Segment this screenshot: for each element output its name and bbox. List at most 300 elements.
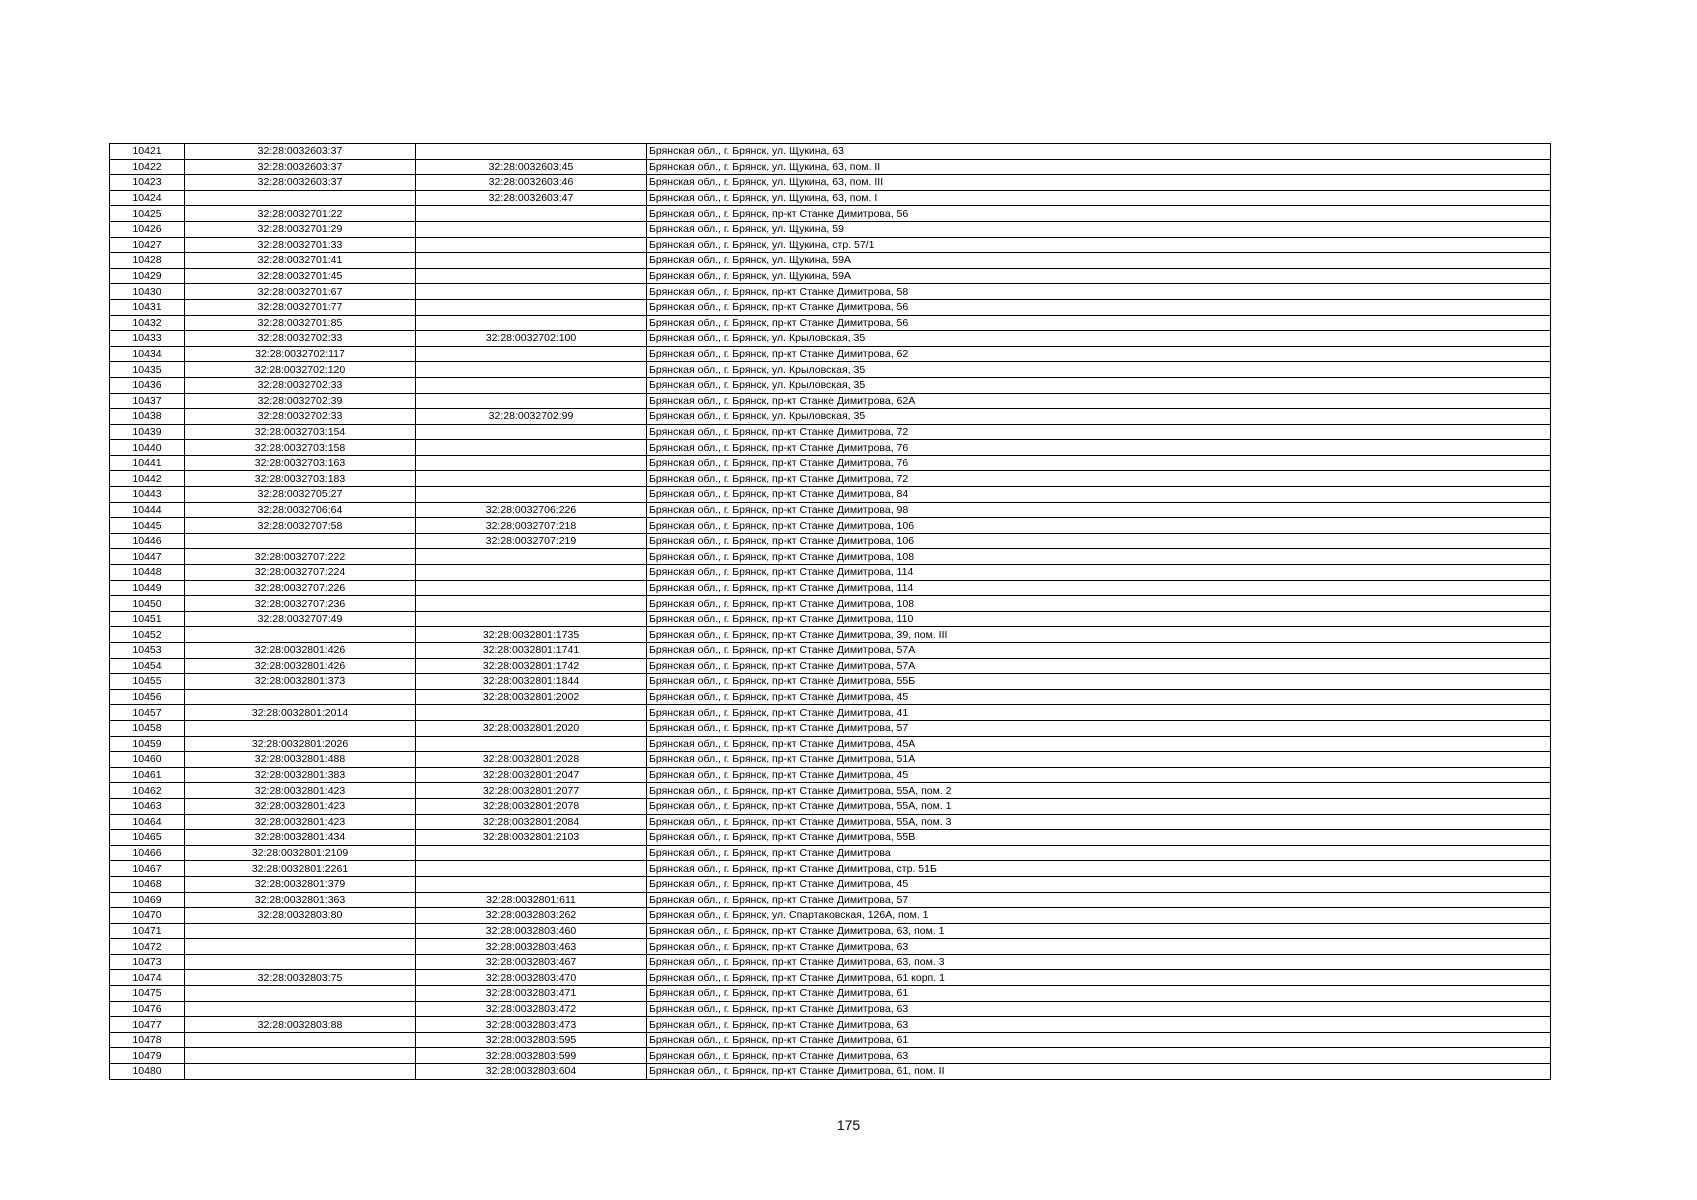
object-cadastral-number-cell: 32:28:0032801:2078 bbox=[416, 798, 647, 814]
table-row bbox=[110, 830, 1551, 846]
cadastral-number-cell bbox=[185, 533, 416, 549]
cadastral-number-cell bbox=[185, 1001, 416, 1017]
object-cadastral-number-cell: 32:28:0032702:99 bbox=[416, 409, 647, 425]
object-cadastral-number-cell bbox=[416, 705, 647, 721]
table-row bbox=[110, 393, 1551, 409]
cadastral-number-cell: 32:28:0032603:37 bbox=[185, 144, 416, 160]
table-row bbox=[110, 237, 1551, 253]
cadastral-number-cell bbox=[185, 190, 416, 206]
table-row bbox=[110, 814, 1551, 830]
table-row bbox=[110, 1001, 1551, 1017]
address-cell: Брянская обл., г. Брянск, пр-кт Станке Димитрова, 63, пом. 3 bbox=[647, 954, 1551, 970]
address-cell: Брянская обл., г. Брянск, пр-кт Станке Димитрова, 63 bbox=[647, 1001, 1551, 1017]
address-cell: Брянская обл., г. Брянск, пр-кт Станке Димитрова, 57А bbox=[647, 658, 1551, 674]
cadastral-number-cell bbox=[185, 1032, 416, 1048]
address-cell: Брянская обл., г. Брянск, пр-кт Станке Димитрова, 57А bbox=[647, 643, 1551, 659]
cadastral-number-cell bbox=[185, 939, 416, 955]
object-cadastral-number-cell: 32:28:0032707:218 bbox=[416, 518, 647, 534]
address-cell: Брянская обл., г. Брянск, пр-кт Станке Димитрова, 56 bbox=[647, 315, 1551, 331]
row-number-cell: 10431 bbox=[110, 299, 185, 315]
address-cell: Брянская обл., г. Брянск, пр-кт Станке Димитрова, 106 bbox=[647, 518, 1551, 534]
table-row bbox=[110, 627, 1551, 643]
row-number-cell: 10426 bbox=[110, 221, 185, 237]
object-cadastral-number-cell bbox=[416, 861, 647, 877]
cadastral-number-cell bbox=[185, 720, 416, 736]
table-row bbox=[110, 346, 1551, 362]
cadastral-number-cell: 32:28:0032703:154 bbox=[185, 424, 416, 440]
row-number-cell: 10447 bbox=[110, 549, 185, 565]
object-cadastral-number-cell: 32:28:0032603:46 bbox=[416, 175, 647, 191]
table-row bbox=[110, 783, 1551, 799]
cadastral-number-cell: 32:28:0032803:75 bbox=[185, 970, 416, 986]
row-number-cell: 10470 bbox=[110, 908, 185, 924]
cadastral-number-cell: 32:28:0032703:163 bbox=[185, 455, 416, 471]
address-cell: Брянская обл., г. Брянск, ул. Крыловская, 35 bbox=[647, 331, 1551, 347]
table-body bbox=[110, 144, 1551, 1080]
table-row bbox=[110, 720, 1551, 736]
table-row bbox=[110, 315, 1551, 331]
table-row bbox=[110, 190, 1551, 206]
table-row bbox=[110, 939, 1551, 955]
row-number-cell: 10473 bbox=[110, 954, 185, 970]
cadastral-number-cell: 32:28:0032701:22 bbox=[185, 206, 416, 222]
address-cell: Брянская обл., г. Брянск, пр-кт Станке Димитрова, 84 bbox=[647, 487, 1551, 503]
cadastral-number-cell: 32:28:0032603:37 bbox=[185, 175, 416, 191]
cadastral-number-cell: 32:28:0032603:37 bbox=[185, 159, 416, 175]
row-number-cell: 10451 bbox=[110, 611, 185, 627]
cadastral-number-cell: 32:28:0032801:426 bbox=[185, 643, 416, 659]
cadastral-number-cell: 32:28:0032702:33 bbox=[185, 331, 416, 347]
address-cell: Брянская обл., г. Брянск, пр-кт Станке Димитрова, 72 bbox=[647, 471, 1551, 487]
row-number-cell: 10433 bbox=[110, 331, 185, 347]
object-cadastral-number-cell: 32:28:0032803:262 bbox=[416, 908, 647, 924]
object-cadastral-number-cell: 32:28:0032801:1741 bbox=[416, 643, 647, 659]
table-row bbox=[110, 455, 1551, 471]
row-number-cell: 10423 bbox=[110, 175, 185, 191]
address-cell: Брянская обл., г. Брянск, пр-кт Станке Димитрова, 61 bbox=[647, 1032, 1551, 1048]
address-cell: Брянская обл., г. Брянск, ул. Щукина, стр. 57/1 bbox=[647, 237, 1551, 253]
row-number-cell: 10442 bbox=[110, 471, 185, 487]
address-cell: Брянская обл., г. Брянск, пр-кт Станке Димитрова, 62 bbox=[647, 346, 1551, 362]
object-cadastral-number-cell bbox=[416, 596, 647, 612]
cadastral-number-cell bbox=[185, 627, 416, 643]
cadastral-number-cell: 32:28:0032701:41 bbox=[185, 253, 416, 269]
row-number-cell: 10453 bbox=[110, 643, 185, 659]
row-number-cell: 10445 bbox=[110, 518, 185, 534]
object-cadastral-number-cell bbox=[416, 440, 647, 456]
object-cadastral-number-cell: 32:28:0032707:219 bbox=[416, 533, 647, 549]
address-cell: Брянская обл., г. Брянск, пр-кт Станке Димитрова, 62А bbox=[647, 393, 1551, 409]
row-number-cell: 10460 bbox=[110, 752, 185, 768]
object-cadastral-number-cell: 32:28:0032801:2047 bbox=[416, 767, 647, 783]
object-cadastral-number-cell: 32:28:0032801:1742 bbox=[416, 658, 647, 674]
object-cadastral-number-cell bbox=[416, 424, 647, 440]
object-cadastral-number-cell bbox=[416, 221, 647, 237]
address-cell: Брянская обл., г. Брянск, пр-кт Станке Димитрова, 57 bbox=[647, 720, 1551, 736]
object-cadastral-number-cell: 32:28:0032803:463 bbox=[416, 939, 647, 955]
object-cadastral-number-cell: 32:28:0032803:460 bbox=[416, 923, 647, 939]
object-cadastral-number-cell bbox=[416, 299, 647, 315]
row-number-cell: 10471 bbox=[110, 923, 185, 939]
address-cell: Брянская обл., г. Брянск, пр-кт Станке Димитрова, 45 bbox=[647, 767, 1551, 783]
table-row bbox=[110, 876, 1551, 892]
table-row bbox=[110, 487, 1551, 503]
row-number-cell: 10440 bbox=[110, 440, 185, 456]
address-cell: Брянская обл., г. Брянск, пр-кт Станке Димитрова, 56 bbox=[647, 206, 1551, 222]
cadastral-number-cell: 32:28:0032701:85 bbox=[185, 315, 416, 331]
object-cadastral-number-cell bbox=[416, 393, 647, 409]
table-row bbox=[110, 970, 1551, 986]
address-cell: Брянская обл., г. Брянск, ул. Щукина, 59А bbox=[647, 253, 1551, 269]
object-cadastral-number-cell bbox=[416, 455, 647, 471]
row-number-cell: 10458 bbox=[110, 720, 185, 736]
row-number-cell: 10436 bbox=[110, 377, 185, 393]
address-cell: Брянская обл., г. Брянск, пр-кт Станке Димитрова, 55А, пом. 1 bbox=[647, 798, 1551, 814]
object-cadastral-number-cell bbox=[416, 736, 647, 752]
cadastral-number-cell: 32:28:0032801:434 bbox=[185, 830, 416, 846]
address-cell: Брянская обл., г. Брянск, ул. Спартаковская, 126А, пом. 1 bbox=[647, 908, 1551, 924]
object-cadastral-number-cell bbox=[416, 268, 647, 284]
table-row bbox=[110, 674, 1551, 690]
object-cadastral-number-cell: 32:28:0032803:467 bbox=[416, 954, 647, 970]
row-number-cell: 10466 bbox=[110, 845, 185, 861]
object-cadastral-number-cell: 32:28:0032803:472 bbox=[416, 1001, 647, 1017]
object-cadastral-number-cell: 32:28:0032603:45 bbox=[416, 159, 647, 175]
row-number-cell: 10443 bbox=[110, 487, 185, 503]
address-cell: Брянская обл., г. Брянск, пр-кт Станке Димитрова, 55А, пом. 3 bbox=[647, 814, 1551, 830]
table-row bbox=[110, 549, 1551, 565]
object-cadastral-number-cell bbox=[416, 565, 647, 581]
row-number-cell: 10479 bbox=[110, 1048, 185, 1064]
address-cell: Брянская обл., г. Брянск, пр-кт Станке Димитрова, 63 bbox=[647, 939, 1551, 955]
cadastral-number-cell: 32:28:0032703:183 bbox=[185, 471, 416, 487]
object-cadastral-number-cell: 32:28:0032803:473 bbox=[416, 1017, 647, 1033]
cadastral-number-cell: 32:28:0032701:67 bbox=[185, 284, 416, 300]
address-cell: Брянская обл., г. Брянск, пр-кт Станке Димитрова, 45А bbox=[647, 736, 1551, 752]
table-row bbox=[110, 144, 1551, 160]
row-number-cell: 10462 bbox=[110, 783, 185, 799]
table-row bbox=[110, 565, 1551, 581]
address-cell: Брянская обл., г. Брянск, пр-кт Станке Димитрова bbox=[647, 845, 1551, 861]
cadastral-number-cell bbox=[185, 954, 416, 970]
table-row bbox=[110, 159, 1551, 175]
cadastral-number-cell: 32:28:0032801:379 bbox=[185, 876, 416, 892]
table-row bbox=[110, 643, 1551, 659]
object-cadastral-number-cell bbox=[416, 845, 647, 861]
table-row bbox=[110, 954, 1551, 970]
address-cell: Брянская обл., г. Брянск, пр-кт Станке Димитрова, 51А bbox=[647, 752, 1551, 768]
cadastral-number-cell: 32:28:0032801:488 bbox=[185, 752, 416, 768]
row-number-cell: 10424 bbox=[110, 190, 185, 206]
row-number-cell: 10476 bbox=[110, 1001, 185, 1017]
object-cadastral-number-cell bbox=[416, 471, 647, 487]
table-row bbox=[110, 736, 1551, 752]
cadastral-number-cell bbox=[185, 986, 416, 1002]
cadastral-number-cell: 32:28:0032707:49 bbox=[185, 611, 416, 627]
table-row bbox=[110, 268, 1551, 284]
table-row bbox=[110, 471, 1551, 487]
address-cell: Брянская обл., г. Брянск, пр-кт Станке Димитрова, 61 bbox=[647, 986, 1551, 1002]
cadastral-number-cell: 32:28:0032801:373 bbox=[185, 674, 416, 690]
table-row bbox=[110, 658, 1551, 674]
object-cadastral-number-cell bbox=[416, 315, 647, 331]
row-number-cell: 10439 bbox=[110, 424, 185, 440]
table-row bbox=[110, 752, 1551, 768]
row-number-cell: 10427 bbox=[110, 237, 185, 253]
address-cell: Брянская обл., г. Брянск, пр-кт Станке Димитрова, 76 bbox=[647, 455, 1551, 471]
object-cadastral-number-cell: 32:28:0032803:470 bbox=[416, 970, 647, 986]
row-number-cell: 10430 bbox=[110, 284, 185, 300]
row-number-cell: 10429 bbox=[110, 268, 185, 284]
table-row bbox=[110, 923, 1551, 939]
cadastral-number-cell: 32:28:0032702:33 bbox=[185, 377, 416, 393]
address-cell: Брянская обл., г. Брянск, пр-кт Станке Димитрова, 58 bbox=[647, 284, 1551, 300]
cadastral-number-cell bbox=[185, 1048, 416, 1064]
row-number-cell: 10468 bbox=[110, 876, 185, 892]
table-row bbox=[110, 689, 1551, 705]
row-number-cell: 10455 bbox=[110, 674, 185, 690]
table-row bbox=[110, 253, 1551, 269]
cadastral-number-cell: 32:28:0032702:120 bbox=[185, 362, 416, 378]
table-row bbox=[110, 377, 1551, 393]
cadastral-number-cell: 32:28:0032702:33 bbox=[185, 409, 416, 425]
table-row bbox=[110, 206, 1551, 222]
object-cadastral-number-cell bbox=[416, 346, 647, 362]
cadastral-number-cell: 32:28:0032801:383 bbox=[185, 767, 416, 783]
table-row bbox=[110, 845, 1551, 861]
object-cadastral-number-cell bbox=[416, 362, 647, 378]
row-number-cell: 10450 bbox=[110, 596, 185, 612]
object-cadastral-number-cell: 32:28:0032803:471 bbox=[416, 986, 647, 1002]
table-row bbox=[110, 331, 1551, 347]
row-number-cell: 10475 bbox=[110, 986, 185, 1002]
cadastral-number-cell: 32:28:0032803:80 bbox=[185, 908, 416, 924]
cadastral-number-cell: 32:28:0032801:2109 bbox=[185, 845, 416, 861]
cadastral-number-cell: 32:28:0032701:45 bbox=[185, 268, 416, 284]
table-row bbox=[110, 518, 1551, 534]
row-number-cell: 10474 bbox=[110, 970, 185, 986]
address-cell: Брянская обл., г. Брянск, пр-кт Станке Димитрова, 45 bbox=[647, 689, 1551, 705]
address-cell: Брянская обл., г. Брянск, пр-кт Станке Димитрова, 108 bbox=[647, 549, 1551, 565]
address-cell: Брянская обл., г. Брянск, пр-кт Станке Димитрова, 98 bbox=[647, 502, 1551, 518]
object-cadastral-number-cell: 32:28:0032702:100 bbox=[416, 331, 647, 347]
cadastral-number-cell: 32:28:0032707:58 bbox=[185, 518, 416, 534]
address-cell: Брянская обл., г. Брянск, пр-кт Станке Димитрова, 114 bbox=[647, 565, 1551, 581]
address-cell: Брянская обл., г. Брянск, пр-кт Станке Димитрова, 72 bbox=[647, 424, 1551, 440]
object-cadastral-number-cell bbox=[416, 284, 647, 300]
row-number-cell: 10465 bbox=[110, 830, 185, 846]
table-row bbox=[110, 986, 1551, 1002]
table-row bbox=[110, 1048, 1551, 1064]
row-number-cell: 10441 bbox=[110, 455, 185, 471]
row-number-cell: 10469 bbox=[110, 892, 185, 908]
address-cell: Брянская обл., г. Брянск, ул. Крыловская, 35 bbox=[647, 409, 1551, 425]
row-number-cell: 10448 bbox=[110, 565, 185, 581]
address-cell: Брянская обл., г. Брянск, пр-кт Станке Димитрова, 114 bbox=[647, 580, 1551, 596]
row-number-cell: 10432 bbox=[110, 315, 185, 331]
address-cell: Брянская обл., г. Брянск, ул. Крыловская, 35 bbox=[647, 377, 1551, 393]
table-row bbox=[110, 1032, 1551, 1048]
object-cadastral-number-cell: 32:28:0032801:2084 bbox=[416, 814, 647, 830]
table-row bbox=[110, 440, 1551, 456]
address-cell: Брянская обл., г. Брянск, пр-кт Станке Димитрова, 106 bbox=[647, 533, 1551, 549]
address-cell: Брянская обл., г. Брянск, пр-кт Станке Димитрова, 61 корп. 1 bbox=[647, 970, 1551, 986]
object-cadastral-number-cell: 32:28:0032801:611 bbox=[416, 892, 647, 908]
cadastral-number-cell: 32:28:0032707:236 bbox=[185, 596, 416, 612]
address-cell: Брянская обл., г. Брянск, пр-кт Станке Димитрова, 41 bbox=[647, 705, 1551, 721]
object-cadastral-number-cell: 32:28:0032706:226 bbox=[416, 502, 647, 518]
row-number-cell: 10467 bbox=[110, 861, 185, 877]
cadastral-number-cell: 32:28:0032702:117 bbox=[185, 346, 416, 362]
cadastral-number-cell: 32:28:0032801:363 bbox=[185, 892, 416, 908]
cadastral-number-cell bbox=[185, 689, 416, 705]
cadastral-number-cell: 32:28:0032801:426 bbox=[185, 658, 416, 674]
object-cadastral-number-cell: 32:28:0032803:595 bbox=[416, 1032, 647, 1048]
table-row bbox=[110, 424, 1551, 440]
row-number-cell: 10480 bbox=[110, 1064, 185, 1080]
table-row bbox=[110, 362, 1551, 378]
page-number: 175 bbox=[836, 1117, 861, 1133]
cadastral-number-cell: 32:28:0032801:2026 bbox=[185, 736, 416, 752]
row-number-cell: 10452 bbox=[110, 627, 185, 643]
cadastral-number-cell: 32:28:0032705:27 bbox=[185, 487, 416, 503]
object-cadastral-number-cell: 32:28:0032801:1735 bbox=[416, 627, 647, 643]
table-row bbox=[110, 861, 1551, 877]
address-cell: Брянская обл., г. Брянск, ул. Щукина, 63, пом. II bbox=[647, 159, 1551, 175]
object-cadastral-number-cell: 32:28:0032603:47 bbox=[416, 190, 647, 206]
row-number-cell: 10437 bbox=[110, 393, 185, 409]
address-cell: Брянская обл., г. Брянск, пр-кт Станке Димитрова, 63 bbox=[647, 1017, 1551, 1033]
row-number-cell: 10446 bbox=[110, 533, 185, 549]
row-number-cell: 10464 bbox=[110, 814, 185, 830]
address-cell: Брянская обл., г. Брянск, пр-кт Станке Димитрова, стр. 51Б bbox=[647, 861, 1551, 877]
address-cell: Брянская обл., г. Брянск, пр-кт Станке Димитрова, 76 bbox=[647, 440, 1551, 456]
cadastral-number-cell: 32:28:0032707:226 bbox=[185, 580, 416, 596]
table-row bbox=[110, 284, 1551, 300]
table-row bbox=[110, 175, 1551, 191]
table-row bbox=[110, 1064, 1551, 1080]
object-cadastral-number-cell: 32:28:0032803:599 bbox=[416, 1048, 647, 1064]
address-cell: Брянская обл., г. Брянск, пр-кт Станке Димитрова, 45 bbox=[647, 876, 1551, 892]
address-cell: Брянская обл., г. Брянск, пр-кт Станке Димитрова, 63, пом. 1 bbox=[647, 923, 1551, 939]
object-cadastral-number-cell bbox=[416, 549, 647, 565]
object-cadastral-number-cell: 32:28:0032801:2028 bbox=[416, 752, 647, 768]
row-number-cell: 10421 bbox=[110, 144, 185, 160]
table-row bbox=[110, 611, 1551, 627]
address-cell: Брянская обл., г. Брянск, ул. Щукина, 63, пом. III bbox=[647, 175, 1551, 191]
object-cadastral-number-cell: 32:28:0032803:604 bbox=[416, 1064, 647, 1080]
cadastral-number-cell bbox=[185, 923, 416, 939]
address-cell: Брянская обл., г. Брянск, пр-кт Станке Димитрова, 108 bbox=[647, 596, 1551, 612]
table-row bbox=[110, 705, 1551, 721]
row-number-cell: 10422 bbox=[110, 159, 185, 175]
cadastral-number-cell: 32:28:0032707:224 bbox=[185, 565, 416, 581]
table-row bbox=[110, 409, 1551, 425]
cadastral-number-cell: 32:28:0032701:29 bbox=[185, 221, 416, 237]
table-row bbox=[110, 892, 1551, 908]
row-number-cell: 10428 bbox=[110, 253, 185, 269]
object-cadastral-number-cell: 32:28:0032801:2020 bbox=[416, 720, 647, 736]
cadastral-number-cell: 32:28:0032803:88 bbox=[185, 1017, 416, 1033]
object-cadastral-number-cell bbox=[416, 206, 647, 222]
row-number-cell: 10434 bbox=[110, 346, 185, 362]
table-row bbox=[110, 533, 1551, 549]
row-number-cell: 10477 bbox=[110, 1017, 185, 1033]
table-row bbox=[110, 596, 1551, 612]
table-row bbox=[110, 221, 1551, 237]
row-number-cell: 10425 bbox=[110, 206, 185, 222]
address-cell: Брянская обл., г. Брянск, пр-кт Станке Димитрова, 63 bbox=[647, 1048, 1551, 1064]
table-row bbox=[110, 299, 1551, 315]
cadastral-number-cell: 32:28:0032801:423 bbox=[185, 798, 416, 814]
table-row bbox=[110, 1017, 1551, 1033]
object-cadastral-number-cell: 32:28:0032801:2103 bbox=[416, 830, 647, 846]
address-cell: Брянская обл., г. Брянск, пр-кт Станке Димитрова, 39, пом. III bbox=[647, 627, 1551, 643]
address-cell: Брянская обл., г. Брянск, пр-кт Станке Димитрова, 56 bbox=[647, 299, 1551, 315]
row-number-cell: 10444 bbox=[110, 502, 185, 518]
table-row bbox=[110, 908, 1551, 924]
object-cadastral-number-cell bbox=[416, 580, 647, 596]
row-number-cell: 10454 bbox=[110, 658, 185, 674]
address-cell: Брянская обл., г. Брянск, пр-кт Станке Димитрова, 57 bbox=[647, 892, 1551, 908]
object-cadastral-number-cell: 32:28:0032801:2002 bbox=[416, 689, 647, 705]
object-cadastral-number-cell bbox=[416, 253, 647, 269]
cadastral-number-cell: 32:28:0032801:2014 bbox=[185, 705, 416, 721]
address-cell: Брянская обл., г. Брянск, пр-кт Станке Димитрова, 55А, пом. 2 bbox=[647, 783, 1551, 799]
row-number-cell: 10456 bbox=[110, 689, 185, 705]
address-cell: Брянская обл., г. Брянск, пр-кт Станке Димитрова, 61, пом. II bbox=[647, 1064, 1551, 1080]
cadastral-number-cell: 32:28:0032701:33 bbox=[185, 237, 416, 253]
cadastral-number-cell: 32:28:0032703:158 bbox=[185, 440, 416, 456]
object-cadastral-number-cell bbox=[416, 144, 647, 160]
cadastral-number-cell: 32:28:0032706:64 bbox=[185, 502, 416, 518]
object-cadastral-number-cell bbox=[416, 377, 647, 393]
row-number-cell: 10463 bbox=[110, 798, 185, 814]
object-cadastral-number-cell: 32:28:0032801:1844 bbox=[416, 674, 647, 690]
address-cell: Брянская обл., г. Брянск, ул. Щукина, 59 bbox=[647, 221, 1551, 237]
cadastral-number-cell: 32:28:0032801:2261 bbox=[185, 861, 416, 877]
object-cadastral-number-cell bbox=[416, 611, 647, 627]
object-cadastral-number-cell bbox=[416, 487, 647, 503]
cadastral-number-cell: 32:28:0032707:222 bbox=[185, 549, 416, 565]
cadastral-table bbox=[109, 143, 1551, 1080]
address-cell: Брянская обл., г. Брянск, ул. Щукина, 63, пом. I bbox=[647, 190, 1551, 206]
row-number-cell: 10459 bbox=[110, 736, 185, 752]
table-row bbox=[110, 767, 1551, 783]
table-row bbox=[110, 798, 1551, 814]
address-cell: Брянская обл., г. Брянск, пр-кт Станке Димитрова, 55В bbox=[647, 830, 1551, 846]
address-cell: Брянская обл., г. Брянск, ул. Щукина, 63 bbox=[647, 144, 1551, 160]
row-number-cell: 10472 bbox=[110, 939, 185, 955]
cadastral-number-cell: 32:28:0032701:77 bbox=[185, 299, 416, 315]
object-cadastral-number-cell bbox=[416, 876, 647, 892]
cadastral-number-cell: 32:28:0032702:39 bbox=[185, 393, 416, 409]
table-row bbox=[110, 580, 1551, 596]
address-cell: Брянская обл., г. Брянск, ул. Щукина, 59А bbox=[647, 268, 1551, 284]
object-cadastral-number-cell: 32:28:0032801:2077 bbox=[416, 783, 647, 799]
address-cell: Брянская обл., г. Брянск, пр-кт Станке Димитрова, 110 bbox=[647, 611, 1551, 627]
row-number-cell: 10435 bbox=[110, 362, 185, 378]
address-cell: Брянская обл., г. Брянск, ул. Крыловская, 35 bbox=[647, 362, 1551, 378]
cadastral-number-cell bbox=[185, 1064, 416, 1080]
row-number-cell: 10449 bbox=[110, 580, 185, 596]
cadastral-number-cell: 32:28:0032801:423 bbox=[185, 814, 416, 830]
row-number-cell: 10457 bbox=[110, 705, 185, 721]
object-cadastral-number-cell bbox=[416, 237, 647, 253]
address-cell: Брянская обл., г. Брянск, пр-кт Станке Димитрова, 55Б bbox=[647, 674, 1551, 690]
cadastral-number-cell: 32:28:0032801:423 bbox=[185, 783, 416, 799]
table-row bbox=[110, 502, 1551, 518]
